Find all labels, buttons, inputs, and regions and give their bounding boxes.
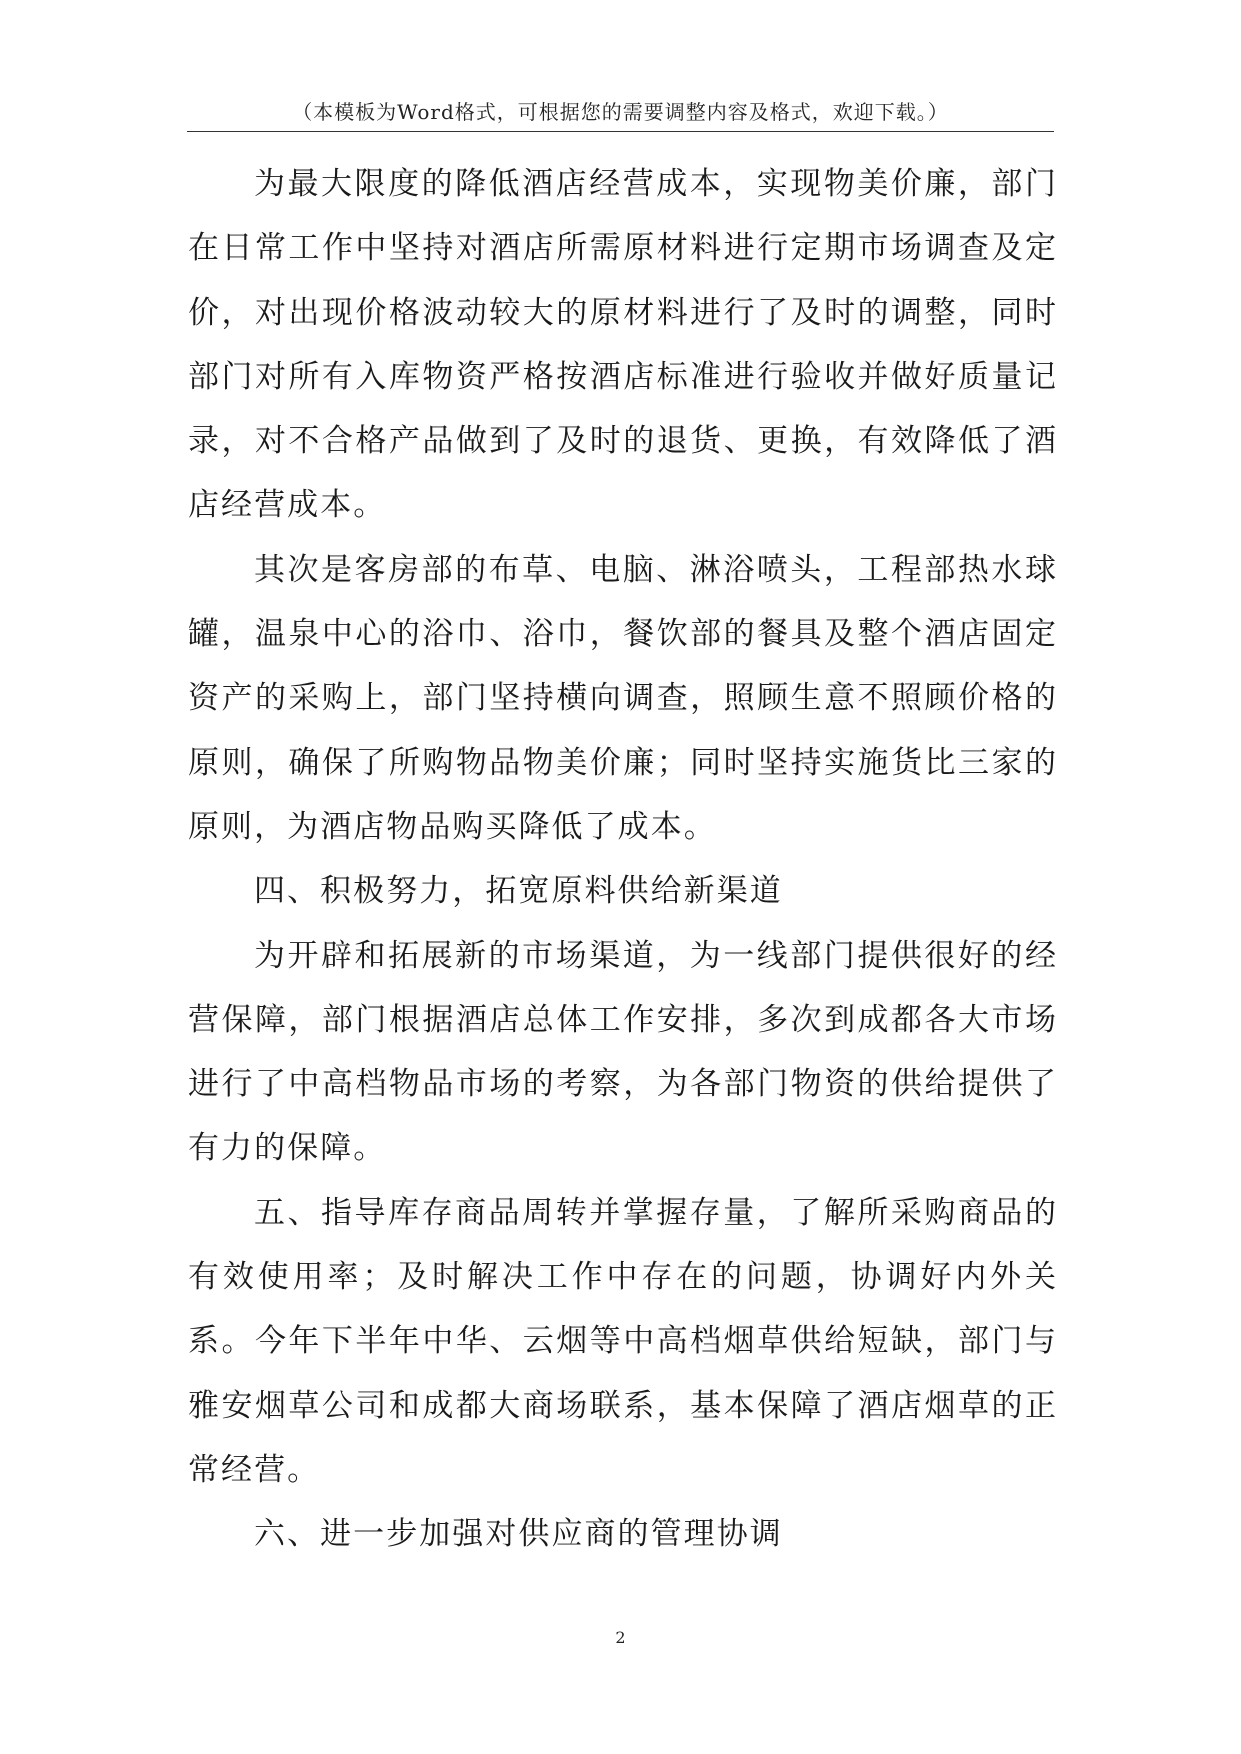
section-heading: 四、积极努力，拓宽原料供给新渠道 — [254, 873, 783, 910]
section-heading: 六、进一步加强对供应商的管理协调 — [254, 1516, 783, 1553]
paragraph: 其次是客房部的布草、电脑、淋浴喷头，工程部热水球罐，温泉中心的浴巾、浴巾，餐饮部的餐具及整个酒店固定资产的采购上，部门坚持横向调查，照顾生意不照顾价格的原则，确保了所购物品物美价廉；同时坚持实施货比三家的原则，为酒店物品购买降低了成本。 — [188, 551, 1058, 845]
paragraph: 为开辟和拓展新的市场渠道，为一线部门提供很好的经营保障，部门根据酒店总体工作安排，多次到成都各大市场进行了中高档物品市场的考察，为各部门物资的供给提供了有力的保障。 — [188, 937, 1058, 1167]
document-body — [188, 152, 1058, 1567]
page-number: 2 — [615, 1628, 626, 1647]
paragraph: 为最大限度的降低酒店经营成本，实现物美价廉，部门在日常工作中坚持对酒店所需原材料进行定期市场调查及定价，对出现价格波动较大的原材料进行了及时的调整，同时部门对所有入库物资严格按酒店标准进行验收并做好质量记录，对不合格产品做到了及时的退货、更换，有效降低了酒店经营成本。 — [188, 166, 1058, 524]
paragraph: 五、指导库存商品周转并掌握存量，了解所采购商品的有效使用率；及时解决工作中存在的问题，协调好内外关系。今年下半年中华、云烟等中高档烟草供给短缺，部门与雅安烟草公司和成都大商场联系，基本保障了酒店烟草的正常经营。 — [188, 1194, 1058, 1488]
header-note: （本模板为Word格式，可根据您的需要调整内容及格式，欢迎下载。） — [292, 100, 949, 124]
header-divider — [187, 131, 1054, 132]
